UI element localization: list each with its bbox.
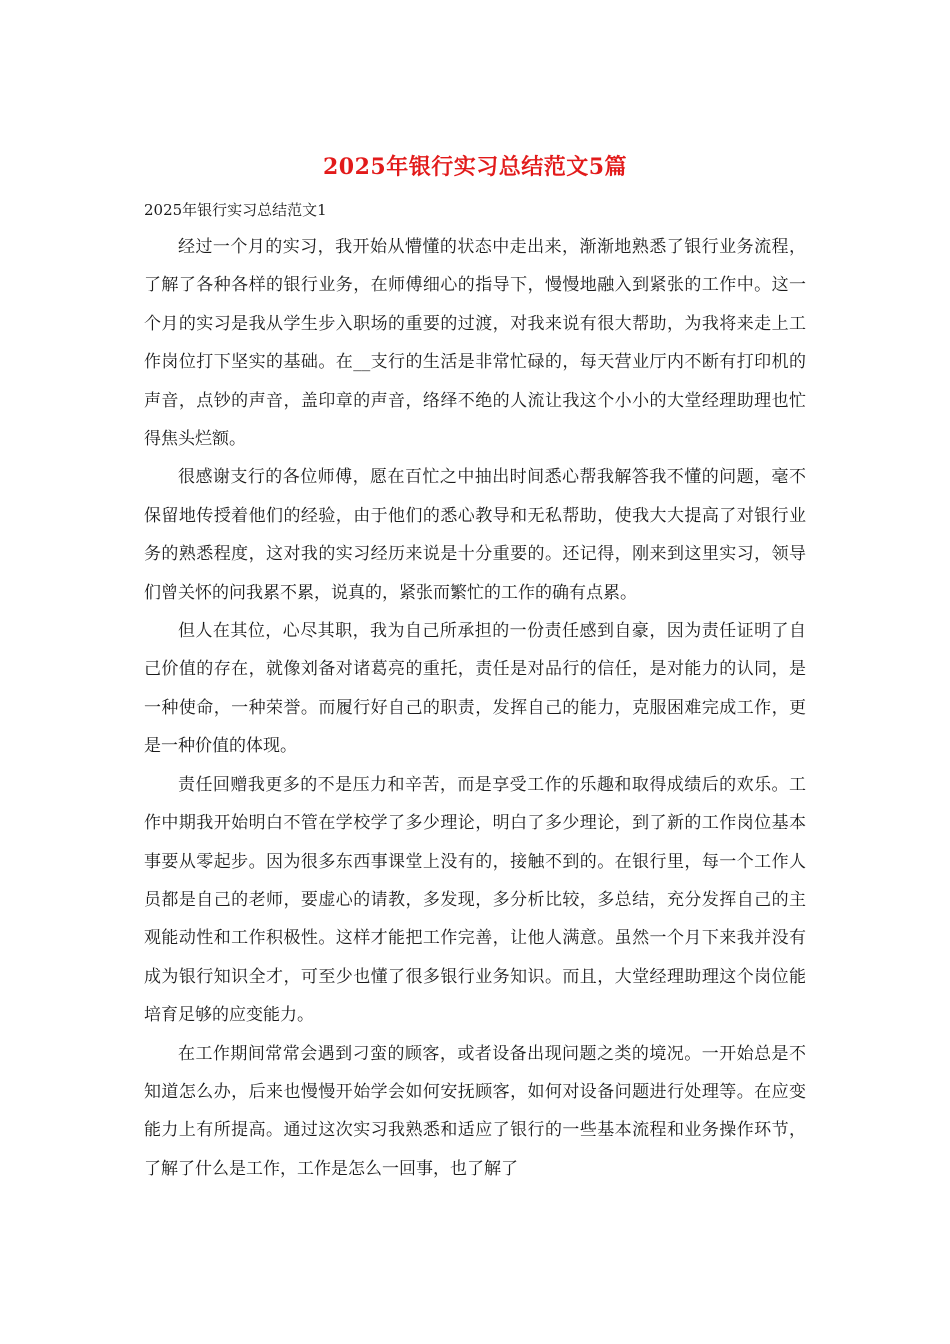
paragraph-5: 在工作期间常常会遇到刁蛮的顾客，或者设备出现问题之类的境况。一开始总是不知道怎么办，后来也慢慢开始学会如何安抚顾客，如何对设备问题进行处理等。在应变能力上有所提高。通过这次实习我熟悉和适应了银行的一些基本流程和业务操作环节，了解了什么是工作，工作是怎么一回事，也了解了: [144, 1043, 806, 1179]
paragraph-2: 很感谢支行的各位师傅，愿在百忙之中抽出时间悉心帮我解答我不懂的问题，毫不保留地传授着他们的经验，由于他们的悉心教导和无私帮助，使我大大提高了对银行业务的熟悉程度，这对我的实习经历来说是十分重要的。还记得，刚来到这里实习，领导们曾关怀的问我累不累，说真的，紧张而繁忙的工作的确有点累。: [144, 467, 806, 603]
paragraph-4: 责任回赠我更多的不是压力和辛苦，而是享受工作的乐趣和取得成绩后的欢乐。工作中期我开始明白不管在学校学了多少理论，明白了多少理论，到了新的工作岗位基本事要从零起步。因为很多东西事课堂上没有的，接触不到的。在银行里，每一个工作人员都是自己的老师，要虚心的请教，多发现，多分析比较，多总结，充分发挥自己的主观能动性和工作积极性。这样才能把工作完善，让他人满意。虽然一个月下来我并没有成为银行知识全才，可至少也懂了很多银行业务知识。而且，大堂经理助理这个岗位能培育足够的应变能力。: [144, 774, 806, 1026]
paragraph-1: 经过一个月的实习，我开始从懵懂的状态中走出来，渐渐地熟悉了银行业务流程，了解了各种各样的银行业务，在师傅细心的指导下，慢慢地融入到紧张的工作中。这一个月的实习是我从学生步入职场的重要的过渡，对我来说有很大帮助，为我将来走上工作岗位打下坚实的基础。在__支行的生活是非常忙碌的，每天营业厅内不断有打印机的声音，点钞的声音，盖印章的声音，络绎不绝的人流让我这个小小的大堂经理助理也忙得焦头烂额。: [144, 237, 806, 450]
document-title: 2025年银行实习总结范文5篇: [322, 154, 628, 180]
document-body: [144, 192, 806, 1188]
section-heading: 2025年银行实习总结范文1: [144, 201, 327, 219]
paragraph-3: 但人在其位，心尽其职，我为自己所承担的一份责任感到自豪，因为责任证明了自己价值的存在，就像刘备对诸葛亮的重托，责任是对品行的信任，是对能力的认同，是一种使命，一种荣誉。而履行好自己的职责，发挥自己的能力，克服困难完成工作，更是一种价值的体现。: [144, 621, 806, 757]
